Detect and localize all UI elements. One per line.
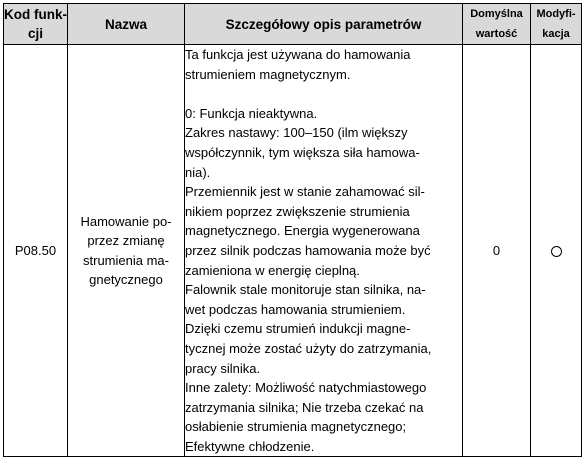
nazwa-line: Hamowanie po- [80, 213, 172, 229]
opis-line: nia). [185, 164, 211, 180]
header-kod-line-1: Kod funk- [4, 7, 67, 22]
opis-line: 0: Funkcja nieaktywna. [185, 105, 318, 121]
header-kod-line-2: cji [27, 26, 43, 41]
opis-line: wet podczas hamowania strumieniem. [185, 301, 406, 317]
header-opis: Szczegółowy opis parametrów [185, 4, 463, 45]
opis-line: Dzięki czemu strumień indukcji magne- [185, 321, 411, 337]
opis-line: przez silnik podczas hamowania może być [185, 242, 431, 258]
opis-line: Inne zalety: Możliwość natychmiastowego [185, 380, 427, 396]
nazwa-line: strumienia ma- [83, 252, 169, 268]
header-kod-funkcji [4, 4, 68, 45]
cell-domyslna-wartosc: 0 [463, 45, 531, 457]
opis-line: zamieniona w energię cieplną. [185, 262, 360, 278]
header-domyslna-line-1: Domyślna [470, 8, 523, 20]
cell-kod: P08.50 [4, 45, 68, 457]
header-domyslna-wartosc [463, 4, 531, 45]
nazwa-line: gnetycznego [89, 272, 163, 288]
open-circle-icon [551, 246, 562, 257]
table-row [4, 45, 582, 457]
header-modyfikacja-line-1: Modyfi- [536, 8, 576, 20]
cell-modyfikacja [531, 45, 582, 457]
opis-line: Falownik stale monitoruje stan silnika, na- [185, 282, 426, 298]
opis-line: Przemiennik jest w stanie zahamować sil- [185, 184, 425, 200]
opis-line: nikiem poprzez zwiększenie strumienia [185, 203, 410, 219]
cell-nazwa [68, 45, 185, 457]
header-nazwa: Nazwa [68, 4, 185, 45]
header-modyfikacja-line-2: kacja [542, 28, 570, 40]
opis-line: osłabienie strumienia magnetycznego; [185, 419, 407, 435]
opis-line: tycznej może zostać użyty do zatrzymania, [185, 340, 432, 356]
header-modyfikacja [531, 4, 582, 45]
opis-line: współczynnik, tym większa siła hamowa- [185, 144, 420, 160]
parameter-table [3, 3, 582, 457]
opis-line [185, 84, 462, 104]
nazwa-line: przez zmianę [87, 233, 165, 249]
opis-line: pracy silnika. [185, 360, 261, 376]
header-domyslna-line-2: wartość [475, 28, 518, 40]
opis-line: Zakres nastawy: 100–150 (ilm większy [185, 125, 408, 141]
table-header [4, 4, 582, 45]
opis-line: magnetycznego. Energia wygenerowana [185, 223, 420, 239]
opis-line: Ta funkcja jest używana do hamowania [185, 47, 411, 62]
opis-line: zatrzymania silnika; Nie trzeba czekać na [185, 399, 424, 415]
opis-line: strumieniem magnetycznym. [185, 66, 351, 82]
opis-line: Efektywne chłodzenie. [185, 438, 315, 454]
cell-opis [185, 45, 463, 457]
